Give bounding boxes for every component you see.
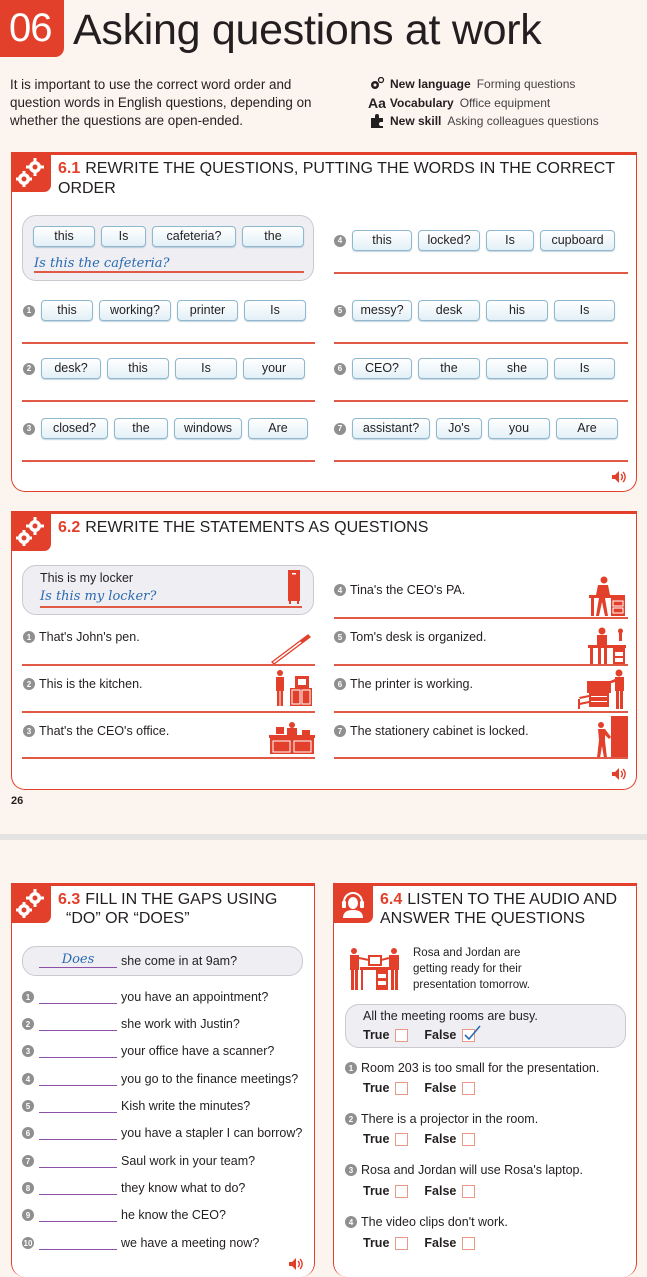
answer-line bbox=[334, 757, 628, 759]
word-tile[interactable]: Is bbox=[101, 226, 146, 247]
meta-value: Asking colleagues questions bbox=[447, 114, 599, 128]
example-row bbox=[22, 951, 237, 971]
tf-question-2: 2 There is a projector in the room. bbox=[345, 1112, 538, 1126]
answer-line bbox=[334, 342, 628, 344]
word-tile[interactable]: cupboard bbox=[540, 230, 615, 251]
gap-input[interactable] bbox=[39, 1236, 117, 1250]
gap-input[interactable] bbox=[39, 1017, 117, 1031]
word-tile[interactable]: the bbox=[418, 358, 480, 379]
item-number: 5 bbox=[334, 305, 346, 317]
item-number: 2 bbox=[23, 363, 35, 375]
word-tile[interactable]: CEO? bbox=[352, 358, 412, 379]
example-answer: Is this the cafeteria? bbox=[34, 256, 170, 271]
word-tile[interactable]: cafeteria? bbox=[152, 226, 236, 247]
word-tile[interactable]: locked? bbox=[418, 230, 480, 251]
exercise-title: 6.4 LISTEN TO THE AUDIO AND ANSWER THE QUESTIONS bbox=[380, 891, 618, 927]
meta-key: New language bbox=[390, 77, 471, 91]
example-tiles bbox=[33, 226, 310, 247]
word-tile[interactable]: assistant? bbox=[352, 418, 430, 439]
meta-new-skill bbox=[368, 112, 599, 131]
item-7: 7 The stationery cabinet is locked. bbox=[334, 724, 529, 738]
true-checkbox[interactable] bbox=[395, 1029, 408, 1042]
false-checkbox[interactable] bbox=[462, 1133, 475, 1146]
item-7 bbox=[334, 418, 624, 439]
false-checkbox[interactable] bbox=[462, 1237, 475, 1250]
answer-line bbox=[22, 757, 315, 759]
item-number: 1 bbox=[23, 305, 35, 317]
example-statement: All the meeting rooms are busy. bbox=[363, 1009, 538, 1023]
gap-item-3: 3 your office have a scanner? bbox=[22, 1041, 274, 1061]
gap-item-9: 9 he know the CEO? bbox=[22, 1205, 226, 1225]
tf-answer-2: True False bbox=[363, 1132, 491, 1146]
answer-line bbox=[334, 664, 628, 666]
exercise-6-1 bbox=[11, 152, 637, 492]
item-1: 1 That's John's pen. bbox=[23, 630, 140, 644]
item-number: 3 bbox=[23, 423, 35, 435]
item-number: 4 bbox=[334, 235, 346, 247]
meta-value: Forming questions bbox=[476, 77, 576, 91]
intro-text: It is important to use the correct word order and question words in English questions, depending on whether the questions are open-ended. bbox=[10, 77, 312, 128]
word-tile[interactable]: Are bbox=[248, 418, 308, 439]
gap-input[interactable] bbox=[39, 1072, 117, 1086]
false-checkbox-checked[interactable] bbox=[462, 1029, 475, 1042]
item-2 bbox=[23, 358, 311, 379]
audio-icon[interactable] bbox=[611, 767, 627, 781]
headphones-person-icon bbox=[333, 883, 373, 923]
context-text: Rosa and Jordan are getting ready for their presentation tomorrow. bbox=[413, 947, 530, 991]
gap-sentence: she come in at 9am? bbox=[121, 954, 238, 968]
meta-new-language bbox=[368, 75, 599, 94]
word-tile[interactable]: Is bbox=[554, 358, 615, 379]
item-5 bbox=[334, 300, 621, 321]
tf-question-3: 3 Rosa and Jordan will use Rosa's laptop. bbox=[345, 1163, 583, 1177]
word-tile[interactable]: Is bbox=[486, 230, 534, 251]
gears-icon bbox=[11, 152, 51, 192]
exercise-title: 6.3 FILL IN THE GAPS USING “DO” OR “DOES” bbox=[58, 891, 278, 927]
item-6: 6 The printer is working. bbox=[334, 677, 473, 691]
example-answer: Is this my locker? bbox=[40, 589, 157, 604]
gap-item-10: 10 we have a meeting now? bbox=[23, 1236, 260, 1250]
unit-meta bbox=[368, 75, 599, 131]
answer-line bbox=[334, 272, 628, 274]
gap-input[interactable] bbox=[39, 1044, 117, 1058]
item-6 bbox=[334, 358, 621, 379]
answer-line bbox=[22, 342, 315, 344]
word-tile[interactable]: Is bbox=[244, 300, 306, 321]
true-checkbox[interactable] bbox=[395, 1237, 408, 1250]
gap-item-8: 8 they know what to do? bbox=[22, 1178, 245, 1198]
tf-answer-4: True False bbox=[363, 1236, 491, 1250]
word-tile[interactable]: desk? bbox=[41, 358, 101, 379]
answer-line bbox=[334, 400, 628, 402]
word-tile[interactable]: Jo's bbox=[436, 418, 482, 439]
answer-line bbox=[22, 460, 315, 462]
exercise-title: 6.1 REWRITE THE QUESTIONS, PUTTING THE WORDS IN THE CORRECT ORDER bbox=[58, 160, 615, 197]
printer-icon bbox=[577, 669, 627, 714]
word-tile[interactable]: desk bbox=[418, 300, 480, 321]
page-title: Asking questions at work bbox=[73, 6, 542, 54]
puzzle-icon bbox=[368, 114, 386, 128]
word-tile[interactable]: the bbox=[114, 418, 168, 439]
false-checkbox[interactable] bbox=[462, 1082, 475, 1095]
gap-item-6: 6 you have a stapler I can borrow? bbox=[22, 1123, 302, 1143]
item-3 bbox=[23, 418, 314, 439]
checkmark-icon bbox=[463, 1025, 481, 1041]
item-3: 3 That's the CEO's office. bbox=[23, 724, 169, 738]
gears-icon bbox=[368, 77, 386, 91]
word-tile[interactable]: you bbox=[488, 418, 550, 439]
cabinet-icon bbox=[595, 716, 629, 763]
word-tile[interactable]: Is bbox=[175, 358, 237, 379]
kitchen-icon bbox=[275, 670, 313, 711]
gap-input[interactable] bbox=[39, 1099, 117, 1113]
item-2: 2 This is the kitchen. bbox=[23, 677, 143, 691]
page-divider bbox=[0, 834, 647, 840]
word-tile[interactable]: closed? bbox=[41, 418, 108, 439]
word-tile[interactable]: his bbox=[486, 300, 548, 321]
gears-icon bbox=[11, 883, 51, 923]
gap-item-4: 4 you go to the finance meetings? bbox=[22, 1069, 298, 1089]
word-tile[interactable]: the bbox=[242, 226, 304, 247]
example-statement: This is my locker bbox=[40, 571, 134, 585]
item-number: 7 bbox=[334, 423, 346, 435]
word-tile[interactable]: Is bbox=[554, 300, 615, 321]
item-number: 6 bbox=[334, 363, 346, 375]
meta-value: Office equipment bbox=[459, 95, 551, 110]
meta-vocabulary bbox=[368, 94, 599, 113]
gap-input[interactable] bbox=[39, 1181, 117, 1195]
audio-icon[interactable] bbox=[288, 1257, 304, 1271]
word-tile[interactable]: this bbox=[41, 300, 93, 321]
tf-question-4: 4 The video clips don't work. bbox=[345, 1215, 508, 1229]
answer-line bbox=[40, 606, 302, 608]
exercise-title: 6.2 REWRITE THE STATEMENTS AS QUESTIONS bbox=[58, 519, 429, 536]
word-tile[interactable]: she bbox=[486, 358, 548, 379]
tf-answer-1: True False bbox=[363, 1081, 491, 1095]
unit-number-badge: 06 bbox=[0, 0, 64, 57]
assistant-at-desk-icon bbox=[587, 576, 627, 621]
example-true-false: True False bbox=[363, 1028, 491, 1042]
meta-key: Vocabulary bbox=[389, 95, 454, 110]
gap-item-1: 1 you have an appointment? bbox=[22, 987, 268, 1007]
answer-line bbox=[22, 400, 315, 402]
meta-key: New skill bbox=[390, 114, 442, 128]
audio-icon[interactable] bbox=[611, 470, 627, 484]
item-1 bbox=[23, 300, 312, 321]
answer-line bbox=[22, 711, 315, 713]
tf-answer-3: True False bbox=[363, 1184, 491, 1198]
answer-line bbox=[334, 460, 628, 462]
item-4: 4 Tina's the CEO's PA. bbox=[334, 583, 465, 597]
answer-line bbox=[334, 617, 628, 619]
gap-input[interactable] bbox=[39, 1126, 117, 1140]
word-tile[interactable]: this bbox=[33, 226, 95, 247]
aa-icon: Aa bbox=[368, 94, 386, 111]
word-tile[interactable]: printer bbox=[177, 300, 238, 321]
gap-item-5: 5 Kish write the minutes? bbox=[22, 1096, 250, 1116]
gap-input[interactable] bbox=[39, 990, 117, 1004]
gap-item-2: 2 she work with Justin? bbox=[22, 1014, 240, 1034]
word-tile[interactable]: messy? bbox=[352, 300, 412, 321]
tf-question-1: 1 Room 203 is too small for the presentation. bbox=[345, 1061, 599, 1075]
example-answer: Does bbox=[39, 954, 117, 968]
page-number: 26 bbox=[11, 795, 24, 807]
item-4 bbox=[334, 230, 621, 251]
exercise-6-2 bbox=[11, 511, 637, 790]
answer-line bbox=[334, 711, 628, 713]
word-tile[interactable]: Are bbox=[556, 418, 618, 439]
locker-icon bbox=[288, 570, 300, 609]
item-5: 5 Tom's desk is organized. bbox=[334, 630, 486, 644]
word-tile[interactable]: this bbox=[107, 358, 169, 379]
false-checkbox[interactable] bbox=[462, 1185, 475, 1198]
answer-line bbox=[34, 271, 304, 273]
word-tile[interactable]: this bbox=[352, 230, 412, 251]
true-checkbox[interactable] bbox=[395, 1185, 408, 1198]
answer-line bbox=[22, 664, 315, 666]
gap-item-7: 7 Saul work in your team? bbox=[22, 1151, 255, 1171]
gap-input[interactable] bbox=[39, 1208, 117, 1222]
gears-icon bbox=[11, 511, 51, 551]
word-tile[interactable]: your bbox=[243, 358, 305, 379]
word-tile[interactable]: working? bbox=[99, 300, 171, 321]
gap-input[interactable] bbox=[39, 1154, 117, 1168]
word-tile[interactable]: windows bbox=[174, 418, 242, 439]
true-checkbox[interactable] bbox=[395, 1133, 408, 1146]
colleagues-at-desk-icon bbox=[348, 948, 402, 995]
office-desk-icon bbox=[268, 722, 316, 759]
true-checkbox[interactable] bbox=[395, 1082, 408, 1095]
